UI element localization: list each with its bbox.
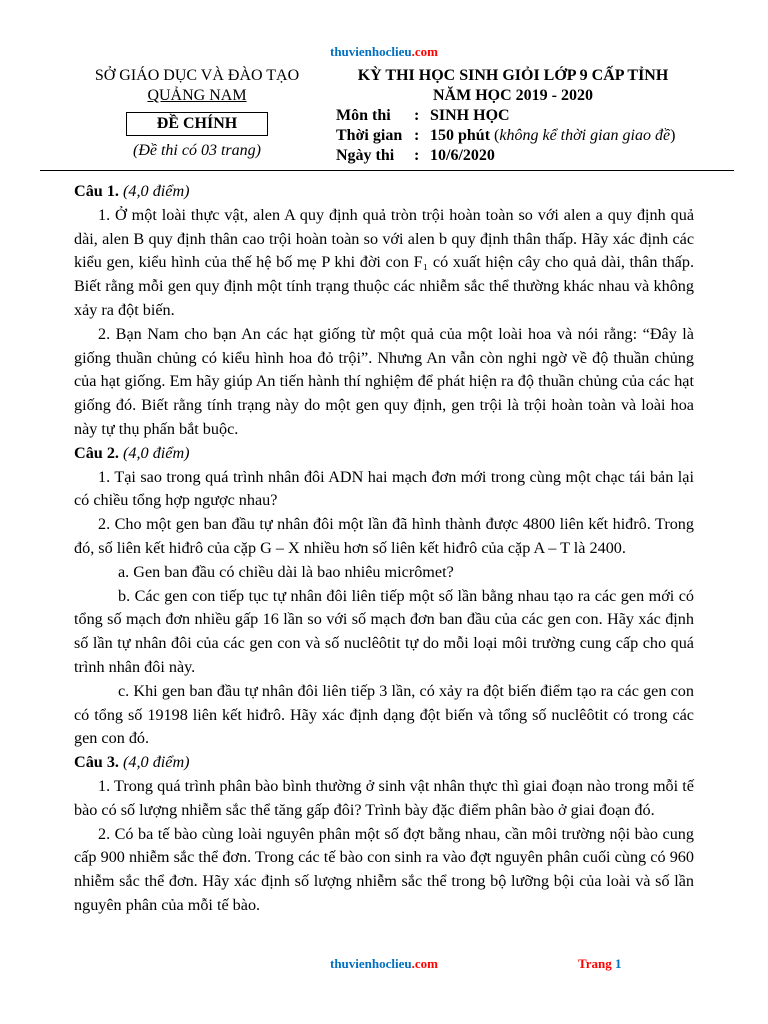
date-row	[336, 146, 756, 166]
date-label: Ngày thi	[336, 147, 395, 164]
site-tld: .com	[411, 956, 438, 971]
pages-note: (Đề thi có 03 trang)	[133, 142, 261, 159]
site-watermark-top[interactable]	[0, 44, 768, 60]
site-name: thuvienhoclieu	[330, 44, 412, 59]
site-tld: .com	[411, 44, 438, 59]
header-right	[336, 66, 756, 166]
question-points: (4,0 điểm)	[123, 443, 190, 462]
colon: :	[414, 147, 420, 164]
question-item: 2. Có ba tế bào cùng loài nguyên phân một số đợt bằng nhau, cần môi trường nội bào cung cấp 900 nhiễm sắc thể đơn. Trong các tế bào con sinh ra vào đợt nguyên phân cuối cùng có 960 nhiễm sắc thể đơn. Hãy xác định số lượng nhiễm sắc thể trong bộ lưỡng bội của loài và số lần nguyên phân của mỗi tế bào.	[74, 824, 694, 914]
site-name: thuvienhoclieu	[330, 956, 412, 971]
colon: :	[414, 127, 420, 144]
question-subitem: b. Các gen con tiếp tục tự nhân đôi liên tiếp một số lần bằng nhau tạo ra các gen mới có tổng số mạch đơn nhiều gấp 16 lần so với số mạch đơn ban đầu của các gen con. Hãy xác định số lần tự nhân đôi của các gen con và số nuclêôtit tự do mỗi loại môi trường cung cấp cho quá trình nhân đôi này.	[74, 586, 694, 676]
subject-row	[336, 106, 756, 126]
colon: :	[414, 107, 420, 124]
time-note: không kể thời gian giao đề	[499, 127, 671, 144]
question-item: 1. Trong quá trình phân bào bình thường ở sinh vật nhân thực thì giai đoạn nào trong mỗi tế bào có số lượng nhiễm sắc thể tăng gấp đôi? Trình bày đặc điểm phân bào ở giai đoạn đó.	[74, 776, 694, 819]
question-points: (4,0 điểm)	[123, 753, 190, 772]
question-item: 2. Cho một gen ban đầu tự nhân đôi một lần đã hình thành được 4800 liên kết hiđrô. Trong đó, số liên kết hiđrô của cặp G – X nhiều hơn số liên kết hiđrô của cặp A – T là 2400.	[74, 515, 694, 557]
question-item: 2. Bạn Nam cho bạn An các hạt giống từ một quả của một loài hoa và nói rằng: “Đây là giống thuần chủng có kiểu hình hoa đỏ trội”. Nhưng An vẫn còn nghi ngờ về độ thuần chủng của hạt giống. Em hãy giúp An tiến hành thí nghiệm để phát hiện ra độ thuần chủng của các hạt giống đó. Biết rằng tính trạng này do một gen quy định, gen trội là trội hoàn toàn và loài hoa này tự thụ phấn bắt buộc.	[74, 324, 694, 438]
subject-label: Môn thi	[336, 107, 391, 124]
official-exam-box: ĐỀ CHÍNH	[126, 112, 268, 136]
question-item: 1. Tại sao trong quá trình nhân đôi ADN hai mạch đơn mới trong cùng một chạc tái bản lại có chiều tổng hợp ngược nhau?	[74, 467, 694, 510]
department-name: SỞ GIÁO DỤC VÀ ĐÀO TẠO	[94, 67, 300, 84]
time-value: 150 phút	[430, 127, 491, 144]
question-subitem: a. Gen ban đầu có chiều dài là bao nhiêu micrômet?	[118, 562, 454, 581]
question-heading	[74, 442, 694, 466]
time-label: Thời gian	[336, 127, 403, 144]
site-watermark-bottom[interactable]	[0, 956, 768, 972]
province-name: QUẢNG NAM	[147, 87, 247, 104]
page-number-value: 1	[614, 956, 622, 971]
question-title: Câu 2.	[74, 443, 119, 462]
question-item: 1. Ở một loài thực vật, alen A quy định quả tròn trội hoàn toàn so với alen a quy định quả dài, alen B quy định thân cao trội hoàn toàn so với alen b quy định thân thấp. Hãy xác định các kiểu gen, kiểu hình của thế hệ bố mẹ P khi đời con F₁ có xuất hiện cây cho quả dài, thân thấp. Biết rằng mỗi gen quy định một tính trạng thuộc các nhiễm sắc thể thường khác nhau và không xảy ra đột biến.	[74, 205, 694, 319]
question-heading	[74, 180, 694, 204]
school-year: NĂM HỌC 2019 - 2020	[433, 87, 593, 104]
date-value: 10/6/2020	[430, 147, 495, 164]
subject-value: SINH HỌC	[430, 107, 510, 124]
question-subitem: c. Khi gen ban đầu tự nhân đôi liên tiếp 3 lần, có xảy ra đột biến điểm tạo ra các gen con có tổng số 19198 liên kết hiđrô. Hãy xác định dạng đột biến và tổng số nuclêôtit có trong các gen con đó.	[74, 681, 694, 748]
question-title: Câu 3.	[74, 753, 119, 772]
header-left	[68, 66, 326, 161]
question-title: Câu 1.	[74, 182, 119, 200]
time-value-wrap: 150 phút (không kể thời gian giao đề)	[430, 127, 676, 144]
header-divider	[40, 170, 734, 171]
exam-content	[74, 180, 694, 918]
page-label: Trang	[578, 956, 612, 971]
question-heading	[74, 751, 694, 775]
page-number	[578, 956, 621, 972]
question-points: (4,0 điểm)	[123, 182, 190, 200]
exam-title: KỲ THI HỌC SINH GIỎI LỚP 9 CẤP TỈNH	[357, 67, 669, 84]
time-row	[336, 126, 756, 146]
